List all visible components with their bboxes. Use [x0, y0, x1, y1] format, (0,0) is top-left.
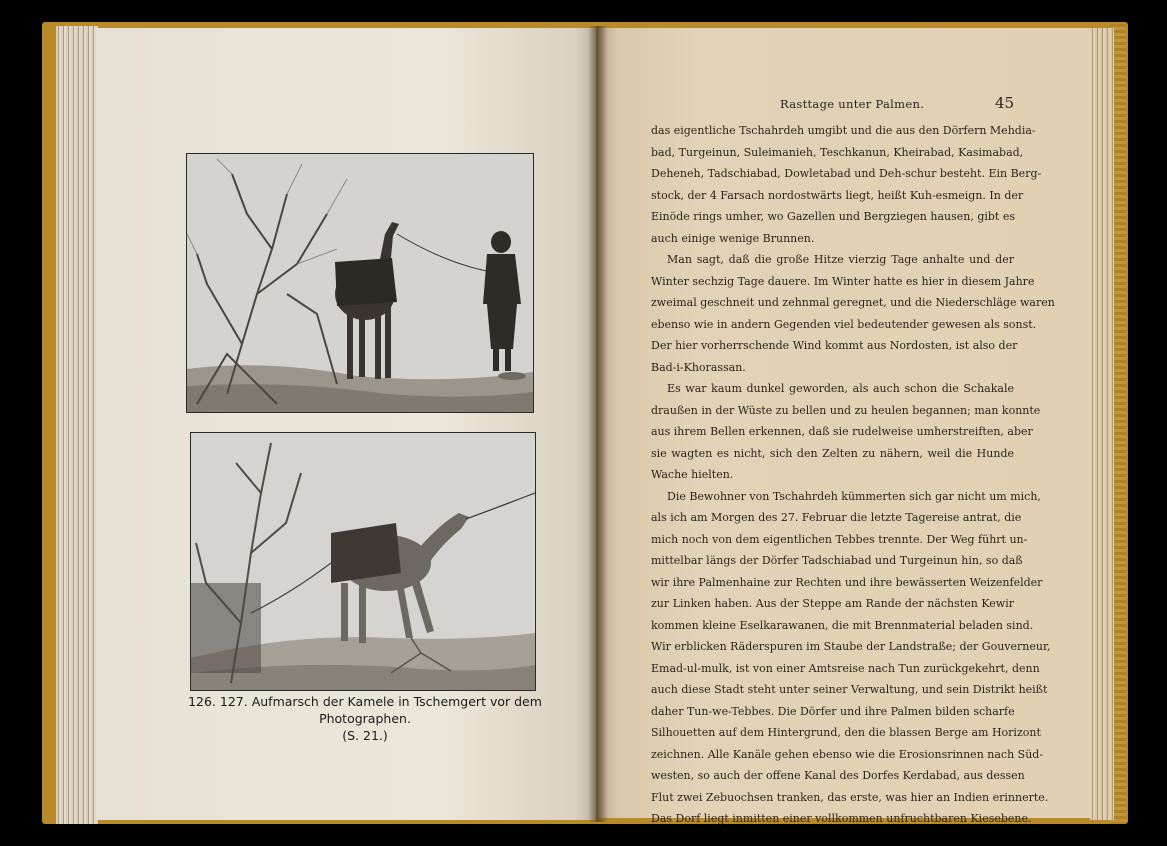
body-text	[651, 120, 1055, 830]
text-line: Wache hielten.	[651, 468, 734, 481]
text-line: kommen kleine Eselkarawanen, die mit Brennmaterial beladen sind.	[651, 618, 1034, 632]
figure-127-photo	[190, 432, 536, 691]
running-head: Rasttage unter Palmen.	[780, 97, 925, 111]
page-edges-left	[56, 26, 98, 824]
text-line: zweimal geschneit und zehnmal geregnet, und die Niederschläge waren	[651, 296, 1055, 309]
text-line: Deheneh, Tadschiabad, Dowletabad und Deh-schur besteht. Ein Berg-	[651, 167, 1042, 180]
text-line: auch diese Stadt steht unter seiner Verwaltung, und sein Distrikt heißt	[651, 683, 1048, 696]
text-line: ebenso wie in andern Gegenden viel bedeutender gewesen als sonst.	[651, 317, 1037, 331]
text-line: Flut zwei Zebuochsen tranken, das erste, was hier an Indien erinnerte.	[651, 790, 1049, 804]
text-line: Das Dorf liegt inmitten einer vollkommen unfruchtbaren Kiesebene.	[651, 812, 1032, 825]
text-line: westen, so auch der offene Kanal des Dorfes Kerdabad, aus dessen	[651, 769, 1025, 782]
text-line: sie wagten es nicht, sich den Zelten zu nähern, weil die Hunde	[651, 446, 1014, 460]
text-line: Einöde rings umher, wo Gazellen und Bergziegen hausen, gibt es	[651, 210, 1015, 223]
camel-walking-photo	[191, 433, 535, 690]
text-line: Die Bewohner von Tschahrdeh kümmerten sich gar nicht um mich,	[667, 489, 1041, 503]
book-gutter	[588, 26, 608, 822]
text-line: mittelbar längs der Dörfer Tadschiabad und Turgeinun hin, so daß	[651, 554, 1023, 567]
figure-caption	[170, 693, 560, 744]
figure-126-photo	[186, 153, 534, 413]
text-line: wir ihre Palmenhaine zur Rechten und ihre bewässerten Weizenfelder	[651, 575, 1043, 589]
text-line: Emad-ul-mulk, ist von einer Amtsreise nach Tun zurückgekehrt, denn	[651, 661, 1040, 675]
text-line: das eigentliche Tschahrdeh umgibt und die aus den Dörfern Mehdia-	[651, 124, 1036, 137]
text-line: Winter sechzig Tage dauere. Im Winter hatte es hier in diesem Jahre	[651, 274, 1035, 288]
text-line: bad, Turgeinun, Suleimanieh, Teschkanun, Kheirabad, Kasimabad,	[651, 145, 1024, 159]
camel-led-by-man-photo	[187, 154, 533, 412]
text-line: aus ihrem Bellen erkennen, daß sie rudelweise umherstreiften, aber	[651, 425, 1033, 438]
text-line: als ich am Morgen des 27. Februar die letzte Tagereise antrat, die	[651, 511, 1022, 524]
text-line: draußen in der Wüste zu bellen und zu heulen begannen; man konnte	[651, 403, 1041, 417]
text-line: Wir erblicken Räderspuren im Staube der Landstraße; der Gouverneur,	[651, 640, 1051, 653]
text-line: daher Tun-we-Tebbes. Die Dörfer und ihre Palmen bilden scharfe	[651, 704, 1015, 718]
page-edges-right	[1090, 28, 1114, 820]
text-line: zeichnen. Alle Kanäle gehen ebenso wie die Erosionsrinnen nach Süd-	[651, 747, 1044, 761]
caption-line-2: (S. 21.)	[342, 728, 388, 743]
text-line: mich noch von dem eigentlichen Tebbes trennte. Der Weg führt un-	[651, 532, 1028, 546]
text-line: auch einige wenige Brunnen.	[651, 231, 815, 245]
text-line: Silhouetten auf dem Hintergrund, den die blassen Berge am Horizont	[651, 726, 1041, 739]
page-number: 45	[995, 94, 1015, 112]
caption-line-1: 126. 127. Aufmarsch der Kamele in Tschemgert vor dem Photographen.	[188, 694, 542, 726]
text-line: Man sagt, daß die große Hitze vierzig Tage anhalte und der	[667, 253, 1014, 266]
text-line: Der hier vorherrschende Wind kommt aus Nordosten, ist also der	[651, 339, 1018, 352]
text-line: zur Linken haben. Aus der Steppe am Rande der nächsten Kewir	[651, 597, 1014, 610]
text-line: Bad-i-Khorassan.	[651, 360, 746, 374]
text-line: stock, der 4 Farsach nordostwärts liegt, heißt Kuh-esmeign. In der	[651, 188, 1024, 202]
text-line: Es war kaum dunkel geworden, als auch schon die Schakale	[667, 382, 1014, 395]
